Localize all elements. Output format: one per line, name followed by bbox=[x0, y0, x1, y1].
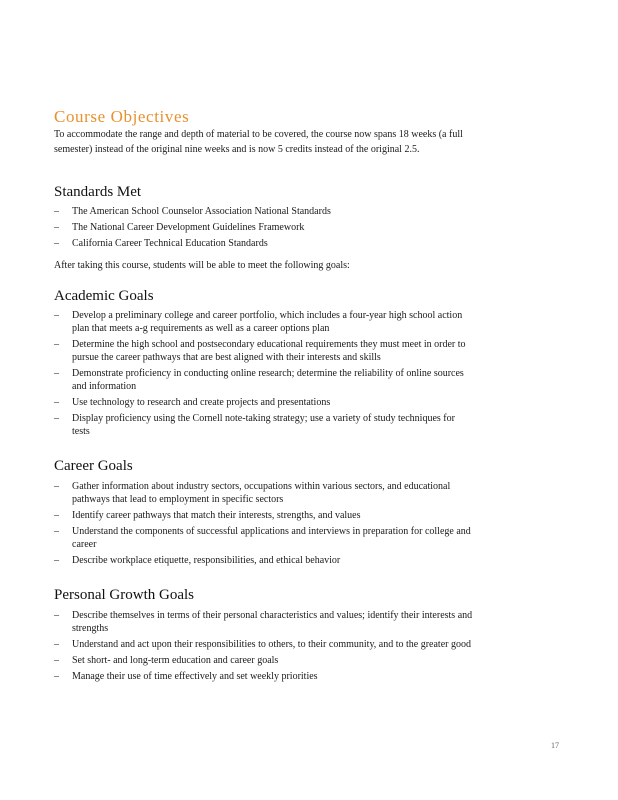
bullet-dash: – bbox=[54, 555, 59, 566]
bullet-dash: – bbox=[54, 481, 59, 492]
list-item: – Determine the high school and postsecondary educational requirements they must meet in order to pursue the career pathways that are best aligned with their interests and skills bbox=[54, 339, 466, 363]
bullet-dash: – bbox=[54, 222, 59, 233]
standards-list bbox=[54, 205, 474, 253]
list-item: – Understand and act upon their responsibilities to others, to their community, and to the greater good bbox=[54, 639, 471, 650]
bullet-dash: – bbox=[54, 610, 59, 621]
course-objectives-heading: Course Objectives bbox=[54, 107, 190, 126]
list-item: – Manage their use of time effectively and set weekly priorities bbox=[54, 671, 318, 682]
list-item: – The American School Counselor Association National Standards bbox=[54, 206, 331, 217]
bullet-dash: – bbox=[54, 510, 59, 521]
list-item: – Gather information about industry sectors, occupations within various sectors, and educational pathways that lead to employment in specific sectors bbox=[54, 481, 451, 505]
bullet-dash: – bbox=[54, 339, 59, 350]
list-item: – The National Career Development Guidelines Framework bbox=[54, 222, 305, 233]
bullet-dash: – bbox=[54, 526, 59, 537]
personal-growth-goals-heading: Personal Growth Goals bbox=[54, 587, 194, 603]
list-item: – Identify career pathways that match their interests, strengths, and values bbox=[54, 510, 361, 521]
page-number: 17 bbox=[551, 741, 559, 750]
bullet-dash: – bbox=[54, 671, 59, 682]
list-item: – Display proficiency using the Cornell note-taking strategy; use a variety of study techniques for tests bbox=[54, 413, 455, 437]
bullet-dash: – bbox=[54, 639, 59, 650]
goals-intro-text: After taking this course, students will be able to meet the following goals: bbox=[54, 260, 350, 271]
career-goals-heading: Career Goals bbox=[54, 458, 133, 474]
bullet-dash: – bbox=[54, 397, 59, 408]
bullet-dash: – bbox=[54, 238, 59, 249]
list-item: – Describe themselves in terms of their personal characteristics and values; identify their interests and strengths bbox=[54, 610, 473, 634]
bullet-dash: – bbox=[54, 206, 59, 217]
bullet-dash: – bbox=[54, 655, 59, 666]
bullet-dash: – bbox=[54, 413, 59, 424]
list-item: – Demonstrate proficiency in conducting online research; determine the reliability of online sources and information bbox=[54, 368, 464, 392]
list-item: – California Career Technical Education Standards bbox=[54, 238, 268, 249]
academic-goals-list bbox=[54, 309, 474, 441]
bullet-dash: – bbox=[54, 368, 59, 379]
list-item: – Describe workplace etiquette, responsibilities, and ethical behavior bbox=[54, 555, 341, 566]
personal-growth-goals-list bbox=[54, 609, 474, 686]
standards-heading: Standards Met bbox=[54, 184, 142, 200]
course-objectives-text: To accommodate the range and depth of material to be covered, the course now spans 18 weeks (a full semester) instead of the original nine weeks and is now 5 credits instead of the original 2.5. bbox=[54, 129, 463, 155]
list-item: – Develop a preliminary college and career portfolio, which includes a four-year high school action plan that meets a-g requirements as well as a career options plan bbox=[54, 310, 463, 334]
list-item: – Understand the components of successful applications and interviews in preparation for college and career bbox=[54, 526, 471, 550]
career-goals-list bbox=[54, 480, 474, 570]
bullet-dash: – bbox=[54, 310, 59, 321]
list-item: – Use technology to research and create projects and presentations bbox=[54, 397, 331, 408]
list-item: – Set short- and long-term education and career goals bbox=[54, 655, 279, 666]
academic-goals-heading: Academic Goals bbox=[54, 288, 154, 304]
